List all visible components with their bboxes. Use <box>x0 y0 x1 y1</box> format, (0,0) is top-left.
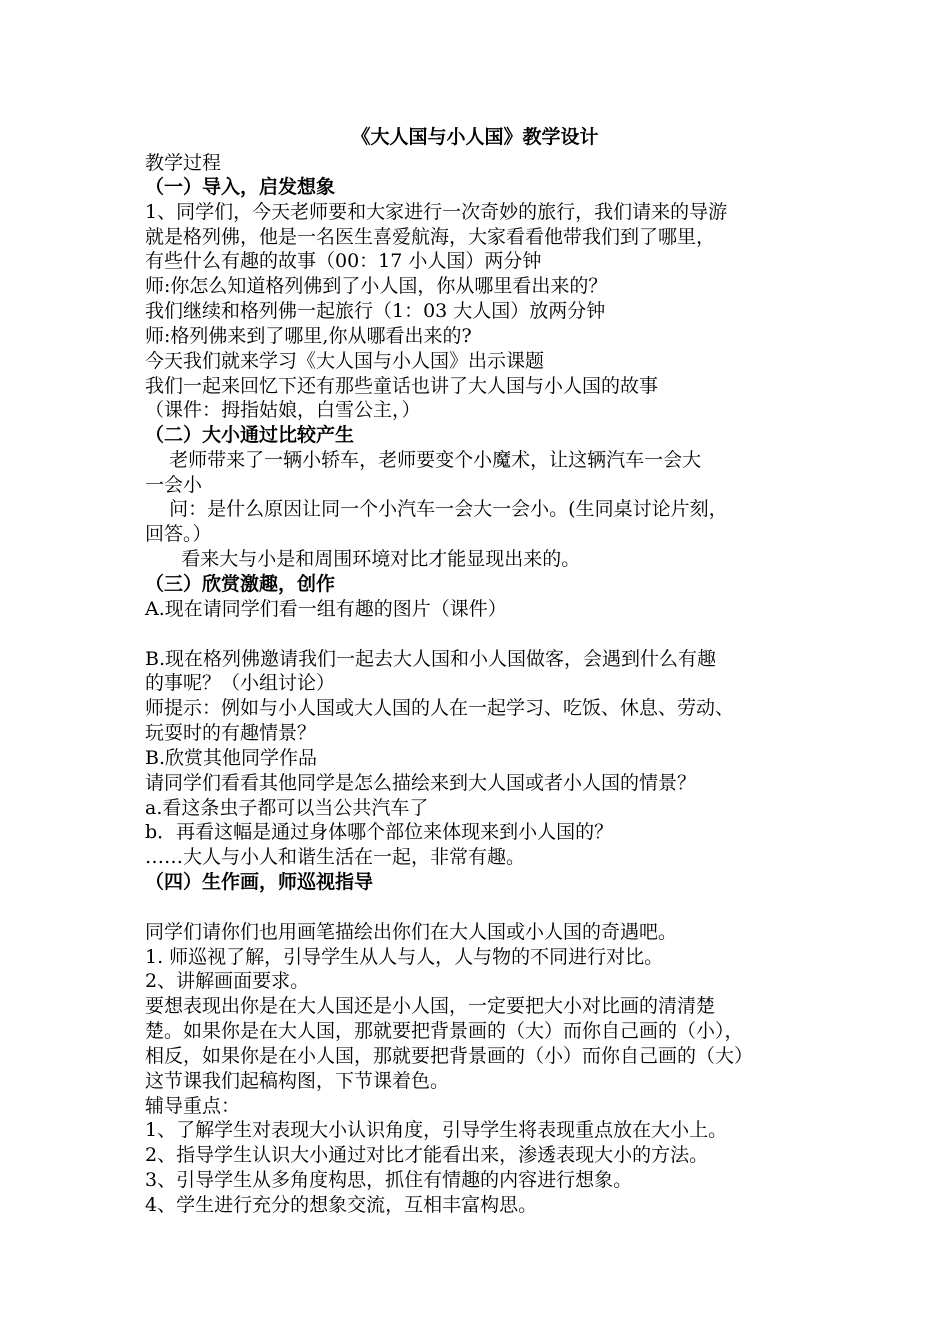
text-line: 的事呢？（小组讨论） <box>145 672 336 694</box>
text-line: 1、了解学生对表现大小认识角度，引导学生将表现重点放在大小上。 <box>145 1119 728 1141</box>
text-line: 楚。如果你是在大人国，那就要把背景画的（大）而你自己画的（小）， <box>145 1020 744 1042</box>
document-title: 《大人国与小人国》教学设计 <box>351 126 599 148</box>
text-line: 请同学们看看其他同学是怎么描绘来到大人国或者小人国的情景？ <box>145 772 697 794</box>
text-line: 1、同学们，今天老师要和大家进行一次奇妙的旅行，我们请来的导游 <box>145 201 728 223</box>
text-line: 看来大与小是和周围环境对比才能显现出来的。 <box>145 548 581 570</box>
text-line: 同学们请你们也用画笔描绘出你们在大人国或小人国的奇遇吧。 <box>145 921 678 943</box>
text-line: 2、指导学生认识大小通过对比才能看出来，渗透表现大小的方法。 <box>145 1144 709 1166</box>
text-line: 回答。） <box>145 523 212 545</box>
text-line: 辅导重点： <box>145 1095 241 1117</box>
text-line: B.欣赏其他同学作品 <box>145 747 318 769</box>
text-line: 今天我们就来学习《大人国与小人国》出示课题 <box>145 350 545 372</box>
text-line: 2、讲解画面要求。 <box>145 970 310 992</box>
text-line: 1. 师巡视了解，引导学生从人与人，人与物的不同进行对比。 <box>145 946 664 968</box>
text-line: 就是格列佛，他是一名医生喜爱航海，大家看看他带我们到了哪里， <box>145 226 716 248</box>
section-heading-2: （二）大小通过比较产生 <box>145 424 355 446</box>
text-line: 4、学生进行充分的想象交流，互相丰富构思。 <box>145 1194 538 1216</box>
text-line: 3、引导学生从多角度构思，抓住有情趣的内容进行想象。 <box>145 1169 633 1191</box>
text-line: 玩耍时的有趣情景？ <box>145 722 317 744</box>
text-line: 我们一起来回忆下还有那些童话也讲了大人国与小人国的故事 <box>145 375 659 397</box>
text-line: A.现在请同学们看一组有趣的图片（课件） <box>145 598 507 620</box>
section-heading-1: （一）导入，启发想象 <box>145 176 336 198</box>
text-line: 要想表现出你是在大人国还是小人国，一定要把大小对比画的清清楚 <box>145 995 716 1017</box>
text-line: 一会小 <box>145 474 203 496</box>
text-line: 我们继续和格列佛一起旅行（1：03 大人国）放两分钟 <box>145 300 606 322</box>
text-line: 有些什么有趣的故事（00：17 小人国）两分钟 <box>145 250 542 272</box>
text-line: 问：是什么原因让同一个小汽车一会大一会小。(生同桌讨论片刻， <box>145 498 728 520</box>
text-line: 这节课我们起稿构图，下节课着色。 <box>145 1070 450 1092</box>
text-line: B.现在格列佛邀请我们一起去大人国和小人国做客，会遇到什么有趣 <box>145 648 717 670</box>
text-line: 相反，如果你是在小人国，那就要把背景画的（小）而你自己画的（大） <box>145 1045 754 1067</box>
text-line: a.看这条虫子都可以当公共汽车了 <box>145 797 429 819</box>
section-heading-4: （四）生作画，师巡视指导 <box>145 871 374 893</box>
section-heading-3: （三）欣赏激趣，创作 <box>145 573 336 595</box>
text-line: （课件：拇指姑娘，白雪公主，） <box>145 399 421 421</box>
text-line: 师提示：例如与小人国或大人国的人在一起学习、吃饭、休息、劳动、 <box>145 697 735 719</box>
text-line: ……大人与小人和谐生活在一起，非常有趣。 <box>145 846 526 868</box>
text-line: 师:你怎么知道格列佛到了小人国，你从哪里看出来的？ <box>145 275 608 297</box>
text-line: b．再看这幅是通过身体哪个部位来体现来到小人国的？ <box>145 821 614 843</box>
text-line: 师:格列佛来到了哪里,你从哪看出来的? <box>145 325 472 347</box>
text-line: 教学过程 <box>145 152 222 174</box>
text-line: 老师带来了一辆小轿车，老师要变个小魔术，让这辆汽车一会大 <box>145 449 702 471</box>
